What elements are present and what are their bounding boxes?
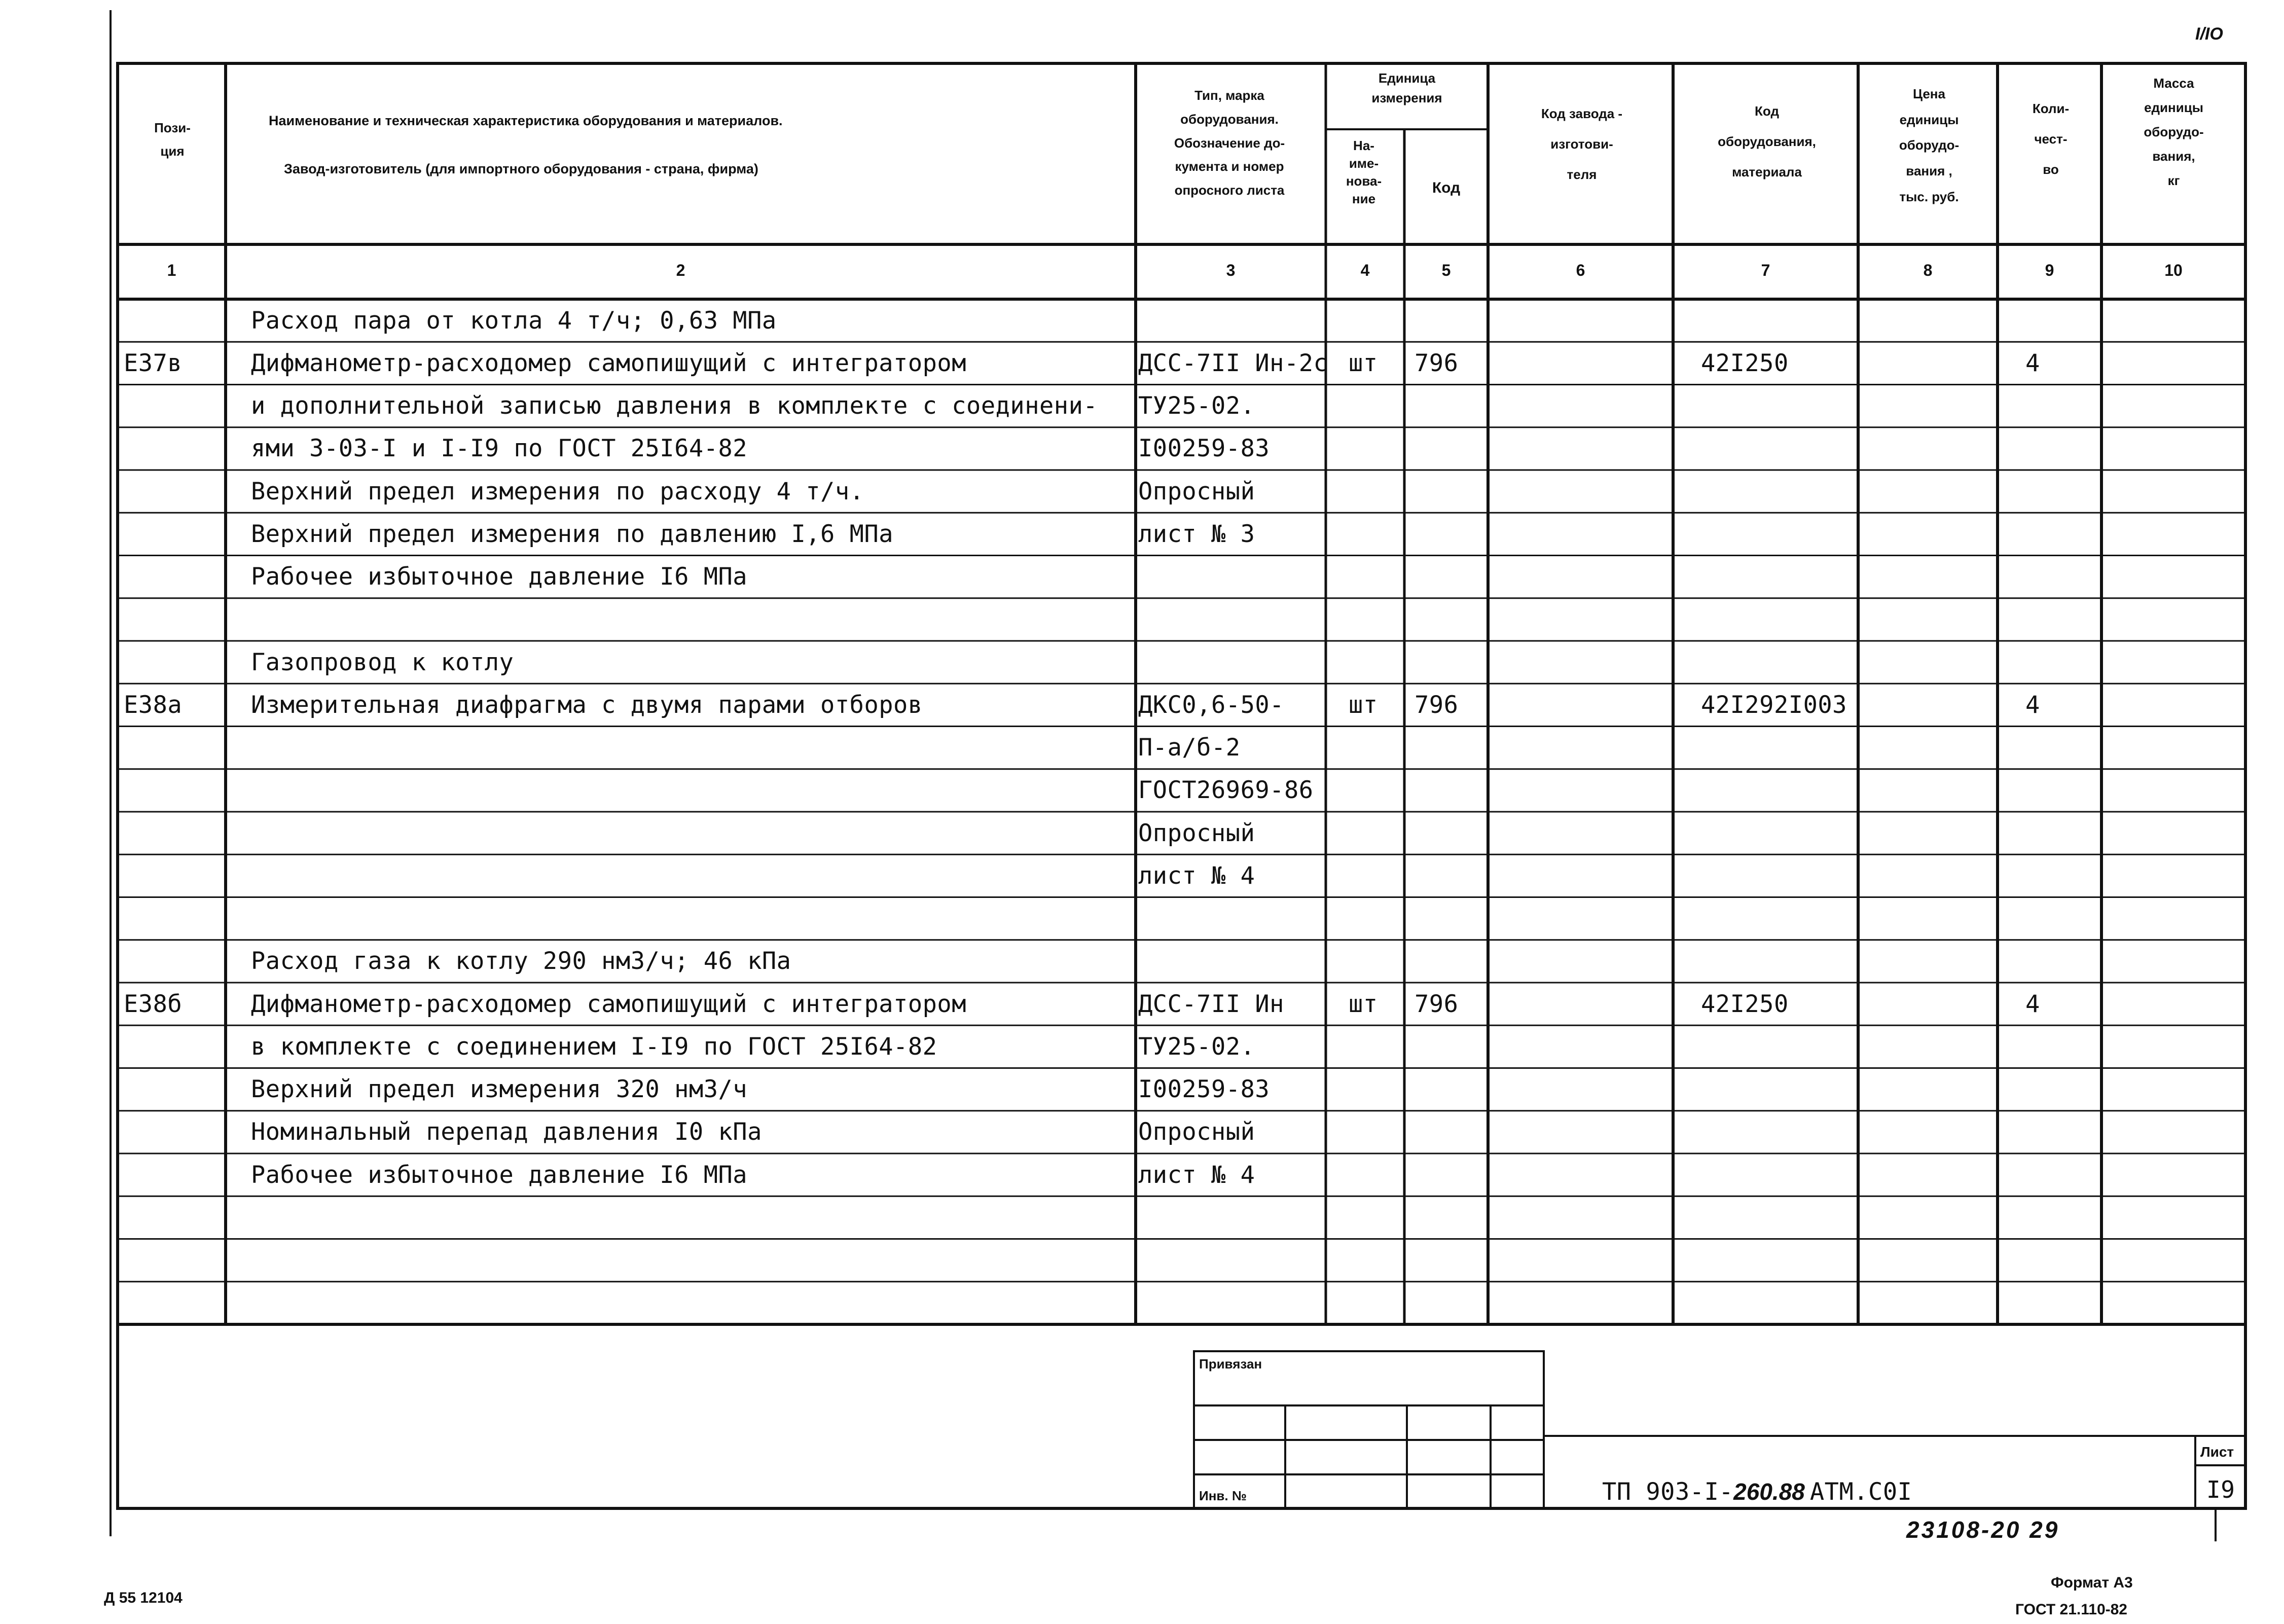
row-name: Газопровод к котлу: [251, 648, 514, 676]
row-equip-code: 42I250: [1701, 990, 1789, 1018]
row-name: Дифманометр-расходомер самопишущий с интегратором: [251, 349, 967, 377]
column-number: 3: [1226, 261, 1236, 279]
footer-left-code: Д 55 12104: [104, 1590, 183, 1606]
doc-code-handwritten: 260.88: [1733, 1478, 1805, 1505]
column-number: 4: [1360, 261, 1370, 279]
header-name-line2: Завод-изготовитель (для импортного оборудования - страна, фирма): [284, 161, 758, 176]
header-mass: Масса единицы оборудо- вания, кг: [2144, 76, 2204, 189]
row-type: ТУ25-02.: [1138, 1032, 1255, 1061]
row-unit: шт: [1349, 990, 1378, 1018]
stamp-sheet-number: I9: [2206, 1476, 2235, 1503]
row-type: ДСС-7II Ин-2с: [1138, 349, 1328, 377]
row-type: Опросный: [1138, 477, 1255, 506]
row-unit: шт: [1349, 691, 1378, 719]
row-name: Расход газа к котлу 290 нм3/ч; 46 кПа: [251, 947, 791, 976]
column-number: 1: [167, 261, 176, 279]
row-name: Дифманометр-расходомер самопишущий с интегратором: [251, 990, 967, 1018]
footer-format: Формат А3: [2051, 1574, 2133, 1591]
document-code: [1602, 1478, 1912, 1505]
page-number: I/IO: [2195, 24, 2223, 44]
header-price: Цена единицы оборудо- вания , тыс. руб.: [1899, 86, 1960, 204]
row-name: Верхний предел измерения по давлению I,6 МПа: [251, 520, 894, 548]
header-position: Пози- ция: [154, 120, 191, 159]
row-name: Рабочее избыточное давление I6 МПа: [251, 563, 748, 591]
row-qty: 4: [2025, 691, 2040, 719]
stamp-sheet-label: Лист: [2200, 1444, 2234, 1460]
header-plant-code: Код завода - изготови- теля: [1541, 106, 1623, 182]
doc-code-suffix: АТМ.С0I: [1809, 1478, 1912, 1506]
row-unit: шт: [1349, 349, 1378, 377]
row-position: Е38а: [124, 691, 183, 719]
row-type: Опросный: [1138, 819, 1255, 847]
row-type: лист № 3: [1138, 520, 1255, 548]
header-name-line1: Наименование и техническая характеристика оборудования и материалов.: [269, 113, 783, 128]
stamp-attached: Привязан: [1199, 1356, 1262, 1372]
header-unit: Единица измерения: [1371, 70, 1442, 105]
column-number: 10: [2164, 261, 2183, 279]
row-type: I00259-83: [1138, 435, 1270, 463]
column-number: 6: [1576, 261, 1585, 279]
row-name: ями 3-03-I и I-I9 по ГОСТ 25I64-82: [251, 435, 748, 463]
column-number: 2: [676, 261, 685, 279]
row-type: ГОСТ26969-86: [1138, 776, 1314, 805]
row-type: I00259-83: [1138, 1075, 1270, 1104]
header-unit-name: На- име- нова- ние: [1346, 138, 1382, 207]
row-position: Е37в: [124, 349, 183, 377]
row-unit-code: 796: [1415, 990, 1459, 1018]
row-type: П-а/б-2: [1138, 734, 1241, 762]
doc-code-prefix: ТП 903-I-: [1602, 1478, 1734, 1506]
row-type: ТУ25-02.: [1138, 392, 1255, 420]
row-type: ДСС-7II Ин: [1138, 990, 1284, 1018]
handwritten-number: 23108-20 29: [1906, 1517, 2060, 1543]
header-type: Тип, марка оборудования. Обозначение до- кумента и номер опросного листа: [1174, 88, 1285, 198]
column-number: 5: [1441, 261, 1451, 279]
row-name: Расход пара от котла 4 т/ч; 0,63 МПа: [251, 306, 777, 335]
row-name: в комплекте с соединением I-I9 по ГОСТ 25I64-82: [251, 1032, 937, 1061]
row-type: лист № 4: [1138, 1161, 1255, 1189]
column-number: 9: [2045, 261, 2054, 279]
row-type: ДКС0,6-50-: [1138, 691, 1284, 719]
row-name: Верхний предел измерения 320 нм3/ч: [251, 1075, 748, 1104]
row-name: Рабочее избыточное давление I6 МПа: [251, 1161, 748, 1189]
row-type: Опросный: [1138, 1118, 1255, 1146]
header-qty: Коли- чест- во: [2032, 101, 2070, 177]
footer-gost: ГОСТ 21.110-82: [2015, 1601, 2127, 1618]
row-name: Верхний предел измерения по расходу 4 т/ч.: [251, 477, 864, 506]
row-equip-code: 42I292I003: [1701, 691, 1847, 719]
header-equip-code: Код оборудования, материала: [1718, 103, 1816, 179]
row-unit-code: 796: [1415, 349, 1459, 377]
row-qty: 4: [2025, 349, 2040, 377]
row-unit-code: 796: [1415, 691, 1459, 719]
column-number: 8: [1923, 261, 1933, 279]
column-number: 7: [1761, 261, 1770, 279]
row-qty: 4: [2025, 990, 2040, 1018]
row-type: лист № 4: [1138, 861, 1255, 890]
row-equip-code: 42I250: [1701, 349, 1789, 377]
row-position: Е38б: [124, 990, 183, 1018]
header-unit-code: Код: [1432, 179, 1461, 196]
stamp-inv: Инв. №: [1199, 1488, 1247, 1503]
row-name: Измерительная диафрагма с двумя парами отборов: [251, 691, 923, 719]
row-name: и дополнительной записью давления в комплекте с соединени-: [251, 392, 1098, 420]
row-name: Номинальный перепад давления I0 кПа: [251, 1118, 762, 1146]
